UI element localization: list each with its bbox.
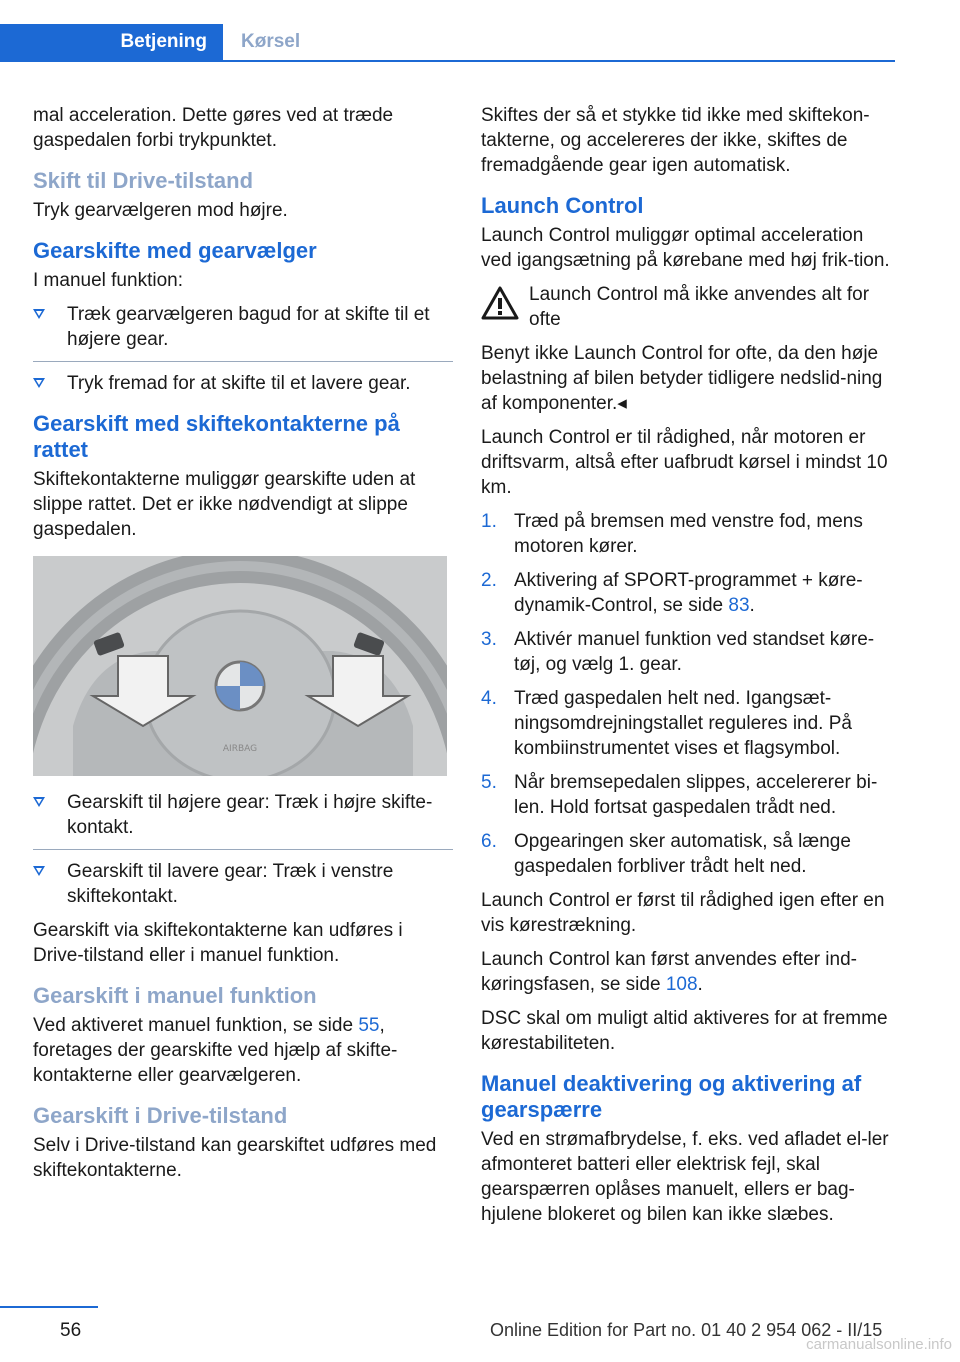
step-item: 5. Når bremsepedalen slippes, accelererer bi-len. Hold fortsat gaspedalen trådt ned. [481, 772, 878, 818]
heading-manual-mode: Gearskift i manuel funktion [33, 983, 317, 1008]
paragraph: Benyt ikke Launch Control for ofte, da den høje belastning af bilen betyder tidligere nedslid-ning af komponenter.◂ [481, 343, 883, 414]
header-tabs [0, 24, 895, 62]
footer-rule [0, 1306, 98, 1308]
tab-korsel[interactable]: Kørsel [241, 31, 301, 52]
watermark: carmanualsonline.info [806, 1336, 952, 1353]
right-column [481, 103, 897, 1236]
paragraph: Skiftes der så et stykke tid ikke med skiftekon-takterne, og accelereres der ikke, skiftes de fremadgående gear igen automatisk. [481, 105, 870, 176]
step-item: 3. Aktivér manuel funktion ved standset køre-tøj, og vælg 1. gear. [481, 629, 875, 675]
triangle-bullet-icon [33, 866, 45, 876]
page-link-83[interactable]: 83 [728, 595, 750, 616]
list-item: Gearskift til lavere gear: Træk i venstre skiftekontakt. [33, 859, 453, 909]
triangle-bullet-icon [33, 797, 45, 807]
page-link-108[interactable]: 108 [665, 974, 698, 995]
paragraph: Launch Control muliggør optimal acceleration ved igangsætning på kørebane med høj frik-tion. [481, 225, 890, 271]
header-rule [0, 60, 895, 62]
paragraph: Skiftekontakterne muliggør gearskifte uden at slippe rattet. Det er ikke nødvendigt at slippe gaspedalen. [33, 469, 416, 540]
airbag-label: AIRBAG [222, 744, 258, 754]
left-column [33, 103, 453, 1192]
step-item: 2. Aktivering af SPORT-programmet + køre-dynamik-Control, se side 83. [481, 570, 863, 616]
paragraph: Launch Control er til rådighed, når motoren er driftsvarm, altså efter uafbrudt kørsel i mindst 10 km. [481, 427, 888, 498]
paragraph: Ved en strømafbrydelse, f. eks. ved afladet el-ler afmonteret batteri eller elektrisk fejl, skal gearspærren oplåses manuelt, ellers er bag-hjulene blokeret og bilen kan ikke slæbes. [481, 1129, 889, 1225]
paragraph: Tryk gearvælgeren mod højre. [33, 200, 288, 221]
paragraph: mal acceleration. Dette gøres ved at træde gaspedalen forbi trykpunktet. [33, 105, 394, 151]
heading-drive-mode: Skift til Drive-tilstand [33, 168, 254, 193]
paragraph: DSC skal om muligt altid aktiveres for at fremme kørestabiliteten. [481, 1008, 888, 1054]
heading-paddles: Gearskift med skiftekontakterne på rattet [33, 411, 400, 462]
step-item: 1. Træd på bremsen med venstre fod, mens motoren kører. [481, 511, 863, 557]
list-item: Gearskift til højere gear: Træk i højre skifte-kontakt. [33, 790, 453, 840]
triangle-bullet-icon [33, 378, 45, 388]
paragraph: Gearskift via skiftekontakterne kan udføres i Drive-tilstand eller i manuel funktion. [33, 920, 403, 966]
step-item: 4. Træd gaspedalen helt ned. Igangsæt-ningsomdrejningstallet reguleres ind. På kombiinstrumentet vises et flagsymbol. [481, 688, 852, 759]
steering-wheel-image [33, 556, 447, 776]
list-divider [33, 361, 453, 362]
heading-drive-mode-2: Gearskift i Drive-tilstand [33, 1103, 288, 1128]
tab-betjening[interactable]: Betjening [0, 24, 223, 60]
triangle-bullet-icon [33, 309, 45, 319]
warning-note: Launch Control må ikke anvendes alt for ofte [481, 282, 897, 332]
paragraph: Selv i Drive-tilstand kan gearskiftet udføres med skiftekontakterne. [33, 1135, 437, 1181]
paragraph: Launch Control kan først anvendes efter ind-køringsfasen, se side 108. [481, 949, 857, 995]
step-item: 6. Opgearingen sker automatisk, så længe gaspedalen forbliver trådt helt ned. [481, 831, 851, 877]
list-item: Tryk fremad for at skifte til et lavere gear. [33, 371, 453, 396]
paragraph: I manuel funktion: [33, 270, 183, 291]
heading-gear-lock: Manuel deaktivering og aktivering af gearspærre [481, 1071, 862, 1122]
page-number: 56 [60, 1320, 82, 1341]
paragraph: Launch Control er først til rådighed igen efter en vis kørestrækning. [481, 890, 885, 936]
page-link-55[interactable]: 55 [358, 1015, 380, 1036]
warning-icon [481, 286, 519, 320]
edition-text: Online Edition for Part no. 01 40 2 954 062 - II/15 [490, 1320, 883, 1340]
heading-gear-selector: Gearskifte med gearvælger [33, 238, 317, 263]
list-divider [33, 849, 453, 850]
paragraph: Ved aktiveret manuel funktion, se side 55, foretages der gearskifte ved hjælp af skifte-kontakterne eller gearvælgeren. [33, 1015, 398, 1086]
heading-launch-control: Launch Control [481, 193, 644, 218]
list-item: Træk gearvælgeren bagud for at skifte til et højere gear. [33, 302, 453, 352]
